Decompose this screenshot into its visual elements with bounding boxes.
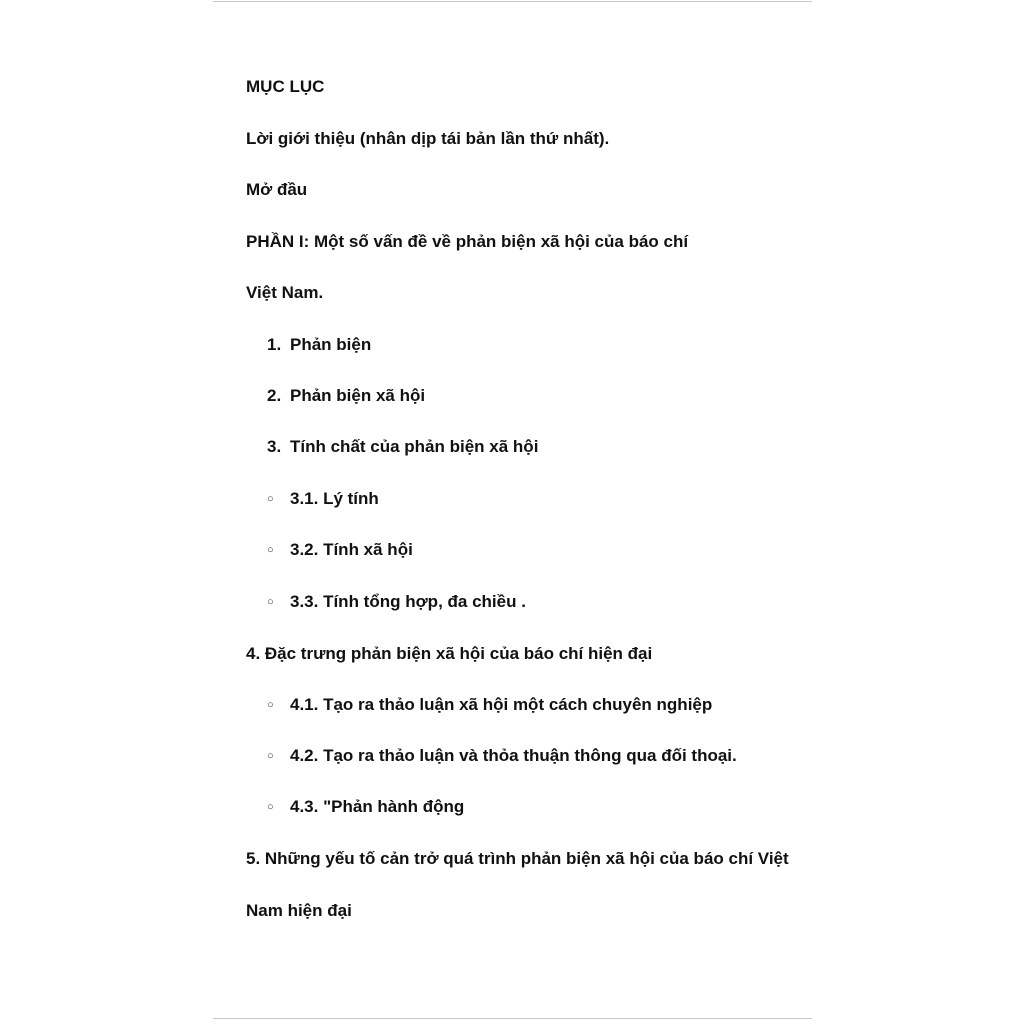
toc-subitem-label: 4.2. Tạo ra thảo luận và thỏa thuận thông qua đối thoại. [290,746,737,765]
toc-subitem-4-1 [267,695,712,716]
toc-item-2 [267,386,425,406]
toc-item-label: Phản biện [290,335,372,354]
toc-subitem-4-2 [267,746,737,767]
toc-subitem-label: 4.3. "Phản hành động [290,797,465,816]
toc-item-number: 2. [267,386,282,405]
toc-item-5-line2: Nam hiện đại [246,901,352,920]
toc-entry-part1-line2: Việt Nam. [246,283,324,302]
toc-item-1 [267,335,371,355]
toc-subitem-label: 3.2. Tính xã hội [290,540,413,559]
toc-subitem-4-3 [267,797,464,818]
toc-item-5-line1: 5. Những yếu tố cản trở quá trình phản biện xã hội của báo chí Việt [246,849,789,868]
toc-subitem-label: 4.1. Tạo ra thảo luận xã hội một cách chuyên nghiệp [290,695,713,714]
circle-bullet-icon: ○ [267,543,274,556]
toc-entry-opening: Mở đầu [246,180,308,199]
toc-subitem-3-3 [267,592,526,613]
toc-item-number: 1. [267,335,282,354]
toc-item-4: 4. Đặc trưng phản biện xã hội của báo chí hiện đại [246,644,653,663]
toc-item-number: 3. [267,437,282,456]
toc-item-label: Tính chất của phản biện xã hội [290,437,539,456]
toc-item-label: Phản biện xã hội [290,386,426,405]
toc-subitem-label: 3.1. Lý tính [290,489,379,508]
toc-title: MỤC LỤC [246,77,325,96]
circle-bullet-icon: ○ [267,749,274,762]
bottom-divider [213,1018,812,1019]
toc-subitem-label: 3.3. Tính tổng hợp, đa chiều . [290,592,526,611]
toc-subitem-3-2 [267,540,413,561]
toc-entry-intro: Lời giới thiệu (nhân dịp tái bản lần thứ nhất). [246,129,610,148]
circle-bullet-icon: ○ [267,800,274,813]
toc-item-3 [267,437,538,457]
circle-bullet-icon: ○ [267,492,274,505]
toc-subitem-3-1 [267,489,379,510]
circle-bullet-icon: ○ [267,595,274,608]
toc-entry-part1-line1: PHẦN I: Một số vấn đề về phản biện xã hội của báo chí [246,232,689,251]
circle-bullet-icon: ○ [267,698,274,711]
